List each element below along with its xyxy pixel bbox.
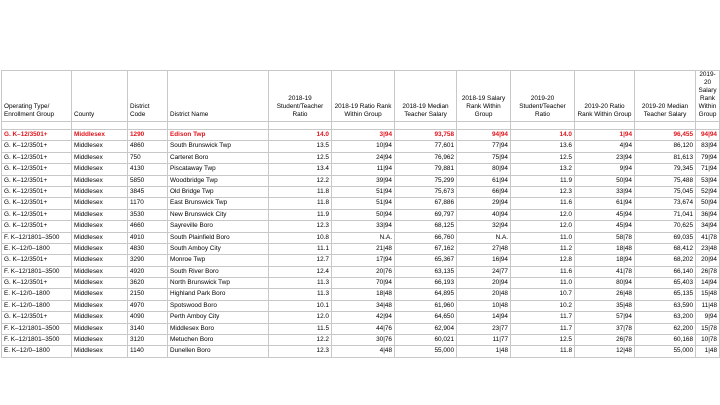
cell-ratio-rank-1819: 33|94 — [332, 221, 395, 232]
cell-salary-rank-1920: 11|48 — [696, 300, 720, 311]
cell-ratio-1920: 13.2 — [511, 164, 575, 175]
cell-ratio-rank-1920: 9|94 — [575, 164, 635, 175]
cell-salary-rank-1819: 16|94 — [457, 255, 511, 266]
table-row — [2, 209, 720, 220]
table-row — [2, 175, 720, 186]
cell-county: Middlesex — [72, 164, 128, 175]
cell-salary-1819: 61,960 — [395, 300, 457, 311]
cell-salary-rank-1920: 9|94 — [696, 312, 720, 323]
cell-ratio-rank-1920: 1|94 — [575, 130, 635, 141]
cell-salary-rank-1819: 11|77 — [457, 335, 511, 346]
cell-ratio-1920: 11.7 — [511, 323, 575, 334]
cell-county: Middlesex — [72, 198, 128, 209]
cell-district-code: 4970 — [128, 300, 168, 311]
cell-ratio-1819: 13.4 — [269, 164, 332, 175]
cell-ratio-rank-1920: 33|94 — [575, 186, 635, 197]
cell-ratio-rank-1920: 35|48 — [575, 300, 635, 311]
cell-salary-rank-1920: 15|48 — [696, 289, 720, 300]
cell-ratio-1920: 11.6 — [511, 266, 575, 277]
cell-county: Middlesex — [72, 289, 128, 300]
cell-ratio-1819: 13.5 — [269, 141, 332, 152]
cell-district-code: 2150 — [128, 289, 168, 300]
cell-ratio-rank-1819: 34|48 — [332, 300, 395, 311]
cell-operating-type: G. K–12/3501+ — [2, 175, 72, 186]
cell-salary-1920: 70,625 — [635, 221, 696, 232]
cell-salary-rank-1819: 61|94 — [457, 175, 511, 186]
cell-county: Middlesex — [72, 255, 128, 266]
cell-ratio-1819: 11.5 — [269, 323, 332, 334]
cell-salary-rank-1819: N.A. — [457, 232, 511, 243]
cell-ratio-1819: 12.7 — [269, 255, 332, 266]
cell-district-code: 1290 — [128, 130, 168, 141]
cell-salary-1920: 69,035 — [635, 232, 696, 243]
cell-district-name: North Brunswick Twp — [168, 278, 269, 289]
cell-ratio-1920: 12.0 — [511, 221, 575, 232]
table-row — [2, 198, 720, 209]
cell-district-name: Carteret Boro — [168, 152, 269, 163]
cell-district-name: Sayreville Boro — [168, 221, 269, 232]
cell-ratio-1819: 12.3 — [269, 346, 332, 357]
cell-county: Middlesex — [72, 278, 128, 289]
cell-ratio-1920: 12.5 — [511, 152, 575, 163]
cell-county: Middlesex — [72, 335, 128, 346]
cell-ratio-rank-1819: 24|94 — [332, 152, 395, 163]
cell-county: Middlesex — [72, 175, 128, 186]
cell-district-code: 3620 — [128, 278, 168, 289]
cell-operating-type: E. K–12/0–1800 — [2, 300, 72, 311]
cell-salary-rank-1819: 32|94 — [457, 221, 511, 232]
cell-ratio-rank-1819: 51|94 — [332, 186, 395, 197]
table-row — [2, 186, 720, 197]
cell-salary-1819: 67,162 — [395, 243, 457, 254]
cell-district-code: 4910 — [128, 232, 168, 243]
cell-district-code: 3530 — [128, 209, 168, 220]
cell-salary-1920: 55,000 — [635, 346, 696, 357]
spacer-row — [2, 122, 720, 130]
header-row — [2, 71, 720, 122]
cell-ratio-rank-1920: 4|94 — [575, 141, 635, 152]
cell-ratio-rank-1920: 18|48 — [575, 243, 635, 254]
cell-ratio-1920: 11.7 — [511, 312, 575, 323]
cell-district-name: Middlesex Boro — [168, 323, 269, 334]
cell-operating-type: E. K–12/0–1800 — [2, 289, 72, 300]
cell-salary-rank-1819: 1|48 — [457, 346, 511, 357]
cell-salary-1819: 63,135 — [395, 266, 457, 277]
cell-operating-type: F. K–12/1801–3500 — [2, 232, 72, 243]
cell-operating-type: G. K–12/3501+ — [2, 278, 72, 289]
cell-operating-type: G. K–12/3501+ — [2, 164, 72, 175]
cell-salary-rank-1819: 10|48 — [457, 300, 511, 311]
table-row — [2, 164, 720, 175]
cell-salary-1920: 96,455 — [635, 130, 696, 141]
cell-salary-1819: 93,758 — [395, 130, 457, 141]
cell-ratio-rank-1819: 3|94 — [332, 130, 395, 141]
cell-ratio-rank-1819: 20|76 — [332, 266, 395, 277]
cell-district-name: South Brunswick Twp — [168, 141, 269, 152]
cell-salary-rank-1819: 66|94 — [457, 186, 511, 197]
table-row — [2, 255, 720, 266]
cell-salary-rank-1920: 41|78 — [696, 232, 720, 243]
cell-district-code: 1170 — [128, 198, 168, 209]
cell-ratio-rank-1819: 4|48 — [332, 346, 395, 357]
cell-operating-type: G. K–12/3501+ — [2, 312, 72, 323]
cell-salary-1920: 68,202 — [635, 255, 696, 266]
cell-salary-1920: 75,488 — [635, 175, 696, 186]
cell-district-name: Perth Amboy City — [168, 312, 269, 323]
cell-salary-rank-1819: 23|77 — [457, 323, 511, 334]
cell-district-code: 5850 — [128, 175, 168, 186]
cell-ratio-rank-1920: 41|78 — [575, 266, 635, 277]
cell-operating-type: G. K–12/3501+ — [2, 141, 72, 152]
cell-ratio-1819: 10.1 — [269, 300, 332, 311]
cell-salary-1819: 68,125 — [395, 221, 457, 232]
cell-ratio-rank-1920: 23|94 — [575, 152, 635, 163]
cell-ratio-rank-1819: 42|94 — [332, 312, 395, 323]
cell-ratio-1920: 13.6 — [511, 141, 575, 152]
cell-ratio-1920: 11.8 — [511, 346, 575, 357]
cell-operating-type: G. K–12/3501+ — [2, 152, 72, 163]
cell-salary-1920: 60,168 — [635, 335, 696, 346]
cell-salary-1819: 55,000 — [395, 346, 457, 357]
cell-operating-type: G. K–12/3501+ — [2, 198, 72, 209]
cell-salary-rank-1819: 75|94 — [457, 152, 511, 163]
cell-salary-1819: 76,962 — [395, 152, 457, 163]
table-row — [2, 141, 720, 152]
cell-county: Middlesex — [72, 152, 128, 163]
cell-ratio-1819: 11.3 — [269, 289, 332, 300]
cell-salary-1819: 66,760 — [395, 232, 457, 243]
table-row — [2, 346, 720, 357]
table-body — [2, 130, 720, 358]
cell-ratio-rank-1920: 45|94 — [575, 209, 635, 220]
cell-salary-rank-1920: 36|94 — [696, 209, 720, 220]
table-row — [2, 221, 720, 232]
col-header-1920-salary: 2019-20 Median Teacher Salary — [635, 71, 696, 122]
cell-ratio-rank-1819: 50|94 — [332, 209, 395, 220]
cell-ratio-1920: 12.5 — [511, 335, 575, 346]
cell-operating-type: G. K–12/3501+ — [2, 186, 72, 197]
cell-ratio-1819: 11.8 — [269, 186, 332, 197]
cell-district-name: East Brunswick Twp — [168, 198, 269, 209]
cell-salary-1920: 62,200 — [635, 323, 696, 334]
cell-district-code: 750 — [128, 152, 168, 163]
cell-county: Middlesex — [72, 323, 128, 334]
cell-district-code: 4920 — [128, 266, 168, 277]
table-row — [2, 130, 720, 141]
cell-salary-rank-1920: 34|94 — [696, 221, 720, 232]
cell-ratio-1819: 11.3 — [269, 278, 332, 289]
col-header-1819-salary: 2018-19 Median Teacher Salary — [395, 71, 457, 122]
cell-salary-1920: 73,674 — [635, 198, 696, 209]
cell-ratio-rank-1920: 26|48 — [575, 289, 635, 300]
cell-salary-1819: 69,797 — [395, 209, 457, 220]
cell-operating-type: F. K–12/1801–3500 — [2, 335, 72, 346]
table-row — [2, 323, 720, 334]
cell-salary-rank-1819: 94|94 — [457, 130, 511, 141]
cell-ratio-1819: 11.8 — [269, 198, 332, 209]
cell-salary-1920: 65,135 — [635, 289, 696, 300]
cell-ratio-rank-1819: 70|94 — [332, 278, 395, 289]
cell-salary-1920: 75,045 — [635, 186, 696, 197]
cell-ratio-1920: 10.7 — [511, 289, 575, 300]
cell-salary-1819: 77,601 — [395, 141, 457, 152]
cell-county: Middlesex — [72, 266, 128, 277]
cell-district-name: South Amboy City — [168, 243, 269, 254]
cell-ratio-rank-1819: N.A. — [332, 232, 395, 243]
cell-ratio-rank-1920: 18|94 — [575, 255, 635, 266]
cell-district-code: 3845 — [128, 186, 168, 197]
cell-salary-rank-1920: 20|94 — [696, 255, 720, 266]
cell-operating-type: F. K–12/1801–3500 — [2, 323, 72, 334]
cell-county: Middlesex — [72, 130, 128, 141]
cell-county: Middlesex — [72, 209, 128, 220]
col-header-operating-type: Operating Type/ Enrollment Group — [2, 71, 72, 122]
cell-ratio-1920: 11.0 — [511, 232, 575, 243]
cell-district-code: 4660 — [128, 221, 168, 232]
cell-salary-1819: 66,193 — [395, 278, 457, 289]
cell-ratio-1920: 12.3 — [511, 186, 575, 197]
cell-district-code: 3290 — [128, 255, 168, 266]
cell-ratio-1819: 11.1 — [269, 243, 332, 254]
cell-salary-1920: 81,613 — [635, 152, 696, 163]
cell-salary-1920: 66,140 — [635, 266, 696, 277]
teacher-salary-table — [1, 70, 720, 358]
cell-salary-rank-1920: 14|94 — [696, 278, 720, 289]
cell-salary-1920: 79,345 — [635, 164, 696, 175]
cell-county: Middlesex — [72, 186, 128, 197]
cell-salary-1920: 63,590 — [635, 300, 696, 311]
cell-salary-1819: 67,886 — [395, 198, 457, 209]
cell-ratio-1920: 10.2 — [511, 300, 575, 311]
table-row — [2, 232, 720, 243]
cell-county: Middlesex — [72, 232, 128, 243]
cell-salary-1819: 62,904 — [395, 323, 457, 334]
cell-district-name: Old Bridge Twp — [168, 186, 269, 197]
cell-ratio-rank-1920: 50|94 — [575, 175, 635, 186]
cell-ratio-1920: 11.2 — [511, 243, 575, 254]
cell-salary-rank-1920: 71|94 — [696, 164, 720, 175]
cell-salary-1920: 68,412 — [635, 243, 696, 254]
cell-district-name: Piscataway Twp — [168, 164, 269, 175]
cell-salary-rank-1819: 20|94 — [457, 278, 511, 289]
cell-ratio-1819: 12.2 — [269, 335, 332, 346]
table-row — [2, 243, 720, 254]
col-header-district-name: District Name — [168, 71, 269, 122]
cell-district-name: Spotswood Boro — [168, 300, 269, 311]
cell-ratio-rank-1819: 30|76 — [332, 335, 395, 346]
cell-district-name: Highland Park Boro — [168, 289, 269, 300]
cell-operating-type: F. K–12/1801–3500 — [2, 266, 72, 277]
cell-ratio-rank-1920: 61|94 — [575, 198, 635, 209]
col-header-1920-ratio: 2019-20 Student/Teacher Ratio — [511, 71, 575, 122]
cell-salary-1920: 65,403 — [635, 278, 696, 289]
cell-salary-rank-1819: 77|94 — [457, 141, 511, 152]
cell-salary-1819: 65,367 — [395, 255, 457, 266]
cell-ratio-1819: 10.8 — [269, 232, 332, 243]
cell-salary-1819: 75,299 — [395, 175, 457, 186]
cell-salary-rank-1819: 80|94 — [457, 164, 511, 175]
cell-district-name: Monroe Twp — [168, 255, 269, 266]
col-header-1819-salary-rank: 2018-19 Salary Rank Within Group — [457, 71, 511, 122]
cell-salary-rank-1920: 53|94 — [696, 175, 720, 186]
cell-ratio-1819: 12.4 — [269, 266, 332, 277]
cell-ratio-rank-1819: 18|48 — [332, 289, 395, 300]
cell-ratio-rank-1819: 17|94 — [332, 255, 395, 266]
cell-ratio-1920: 11.6 — [511, 198, 575, 209]
cell-salary-rank-1819: 20|48 — [457, 289, 511, 300]
cell-county: Middlesex — [72, 141, 128, 152]
table-row — [2, 266, 720, 277]
cell-salary-1819: 64,650 — [395, 312, 457, 323]
cell-ratio-1819: 12.2 — [269, 175, 332, 186]
cell-ratio-rank-1819: 51|94 — [332, 198, 395, 209]
cell-ratio-1819: 14.0 — [269, 130, 332, 141]
col-header-1920-salary-rank: 2019-20 Salary Rank Within Group — [696, 71, 720, 122]
cell-ratio-rank-1819: 39|94 — [332, 175, 395, 186]
cell-salary-rank-1819: 29|94 — [457, 198, 511, 209]
cell-ratio-rank-1920: 57|94 — [575, 312, 635, 323]
cell-salary-1819: 64,895 — [395, 289, 457, 300]
cell-operating-type: G. K–12/3501+ — [2, 221, 72, 232]
cell-operating-type: G. K–12/3501+ — [2, 255, 72, 266]
cell-ratio-1920: 11.0 — [511, 278, 575, 289]
cell-operating-type: E. K–12/0–1800 — [2, 346, 72, 357]
cell-district-code: 3120 — [128, 335, 168, 346]
cell-district-name: New Brunswick City — [168, 209, 269, 220]
col-header-1819-ratio: 2018-19 Student/Teacher Ratio — [269, 71, 332, 122]
col-header-1920-ratio-rank: 2019-20 Ratio Rank Within Group — [575, 71, 635, 122]
table-row — [2, 278, 720, 289]
table-row — [2, 289, 720, 300]
cell-ratio-1920: 12.8 — [511, 255, 575, 266]
cell-operating-type: E. K–12/0–1800 — [2, 243, 72, 254]
cell-ratio-rank-1819: 44|76 — [332, 323, 395, 334]
cell-ratio-rank-1920: 45|94 — [575, 221, 635, 232]
cell-district-name: Dunellen Boro — [168, 346, 269, 357]
cell-district-code: 3140 — [128, 323, 168, 334]
cell-ratio-1920: 11.9 — [511, 175, 575, 186]
cell-ratio-rank-1920: 80|94 — [575, 278, 635, 289]
cell-county: Middlesex — [72, 346, 128, 357]
cell-salary-rank-1920: 10|78 — [696, 335, 720, 346]
cell-salary-rank-1920: 50|94 — [696, 198, 720, 209]
cell-county: Middlesex — [72, 221, 128, 232]
cell-district-code: 4090 — [128, 312, 168, 323]
cell-operating-type: G. K–12/3501+ — [2, 209, 72, 220]
cell-operating-type: G. K–12/3501+ — [2, 130, 72, 141]
cell-salary-1819: 79,881 — [395, 164, 457, 175]
cell-county: Middlesex — [72, 243, 128, 254]
cell-ratio-rank-1819: 21|48 — [332, 243, 395, 254]
cell-ratio-rank-1920: 37|78 — [575, 323, 635, 334]
cell-salary-rank-1819: 40|94 — [457, 209, 511, 220]
cell-salary-rank-1920: 52|94 — [696, 186, 720, 197]
cell-district-name: Metuchen Boro — [168, 335, 269, 346]
cell-salary-rank-1920: 79|94 — [696, 152, 720, 163]
col-header-county: County — [72, 71, 128, 122]
cell-salary-1819: 60,021 — [395, 335, 457, 346]
cell-salary-1920: 86,120 — [635, 141, 696, 152]
col-header-district-code: District Code — [128, 71, 168, 122]
spreadsheet — [0, 70, 720, 358]
cell-county: Middlesex — [72, 312, 128, 323]
cell-salary-rank-1920: 26|78 — [696, 266, 720, 277]
cell-district-name: South Plainfield Boro — [168, 232, 269, 243]
cell-ratio-1819: 11.9 — [269, 209, 332, 220]
cell-district-code: 4860 — [128, 141, 168, 152]
cell-ratio-1819: 12.3 — [269, 221, 332, 232]
cell-salary-rank-1920: 15|78 — [696, 323, 720, 334]
col-header-1819-ratio-rank: 2018-19 Ratio Rank Within Group — [332, 71, 395, 122]
cell-district-name: South River Boro — [168, 266, 269, 277]
cell-district-code: 1140 — [128, 346, 168, 357]
table-row — [2, 300, 720, 311]
cell-salary-rank-1819: 14|94 — [457, 312, 511, 323]
cell-salary-rank-1920: 94|94 — [696, 130, 720, 141]
cell-district-code: 4830 — [128, 243, 168, 254]
table-row — [2, 152, 720, 163]
cell-county: Middlesex — [72, 300, 128, 311]
cell-ratio-1920: 12.0 — [511, 209, 575, 220]
cell-ratio-rank-1819: 11|94 — [332, 164, 395, 175]
cell-district-code: 4130 — [128, 164, 168, 175]
cell-salary-rank-1920: 1|48 — [696, 346, 720, 357]
cell-salary-1819: 75,673 — [395, 186, 457, 197]
cell-ratio-rank-1920: 12|48 — [575, 346, 635, 357]
table-row — [2, 335, 720, 346]
cell-salary-rank-1819: 24|77 — [457, 266, 511, 277]
cell-district-name: Woodbridge Twp — [168, 175, 269, 186]
cell-ratio-rank-1920: 58|78 — [575, 232, 635, 243]
cell-salary-1920: 63,200 — [635, 312, 696, 323]
cell-ratio-1819: 12.0 — [269, 312, 332, 323]
cell-district-name: Edison Twp — [168, 130, 269, 141]
cell-ratio-rank-1819: 10|94 — [332, 141, 395, 152]
cell-salary-rank-1819: 27|48 — [457, 243, 511, 254]
cell-ratio-1819: 12.5 — [269, 152, 332, 163]
cell-salary-rank-1920: 23|48 — [696, 243, 720, 254]
cell-ratio-1920: 14.0 — [511, 130, 575, 141]
table-row — [2, 312, 720, 323]
cell-ratio-rank-1920: 26|78 — [575, 335, 635, 346]
cell-salary-1920: 71,041 — [635, 209, 696, 220]
cell-salary-rank-1920: 83|94 — [696, 141, 720, 152]
